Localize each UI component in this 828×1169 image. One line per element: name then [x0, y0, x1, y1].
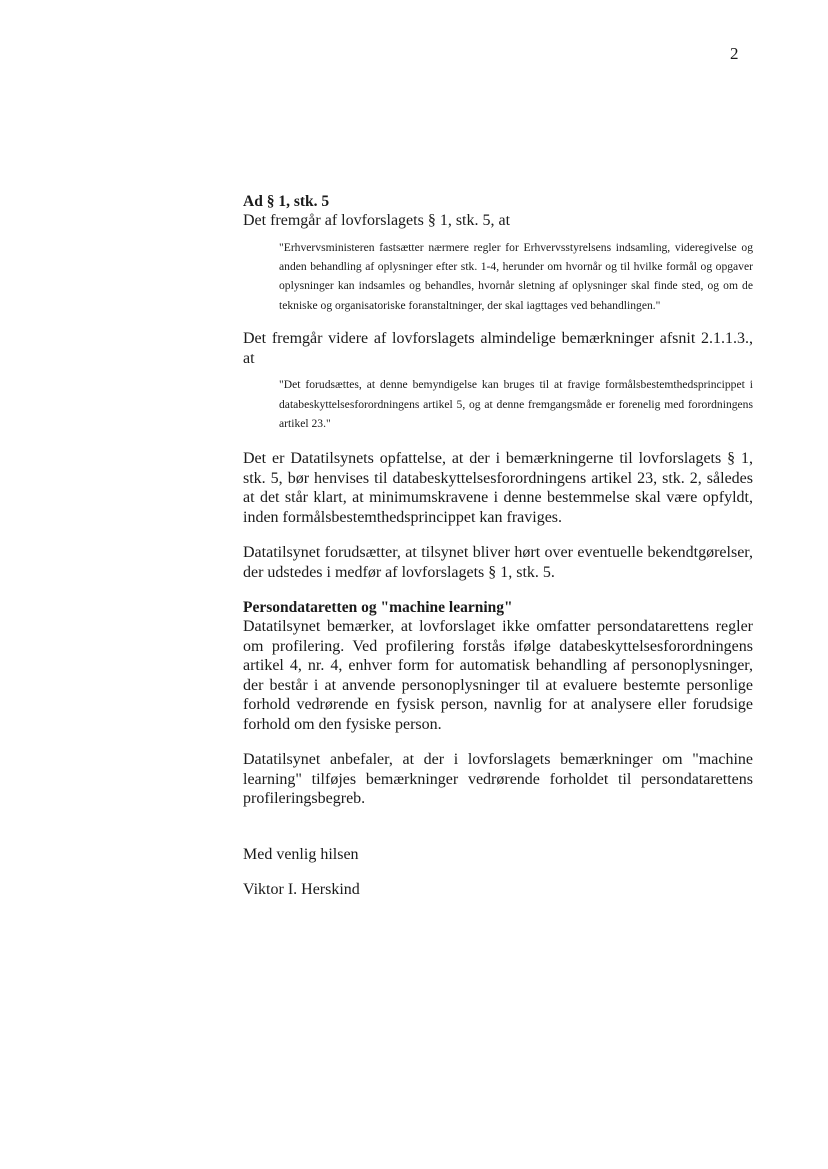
block-quote-law: "Erhvervsministeren fastsætter nærmere regler for Erhvervsstyrelsens indsamling, videregivelse og anden behandling af oplysninger efter stk. 1-4, herunder om hvornår og til hvilke formål og opgaver oplysninger kan indsamles og behandles, hvornår sletning af oplysninger skal finde sted, og om de tekniske og organisatoriske foranstaltninger, der skal iagttages ved behandlingen." [279, 240, 753, 312]
profiling-paragraph: Datatilsynet bemærker, at lovforslaget ikke omfatter persondatarettens regler om profilering. Ved profilering forstås ifølge databeskyttelsesforordningens artikel 4, nr. 4, enhver form for automatisk behandling af personoplysninger, der består i at anvende personoplysninger til at evaluere bestemte personlige forhold vedrørende en fysisk person, navnlig for at analysere eller forudsige forhold om den fysiske person. [243, 618, 753, 733]
signature-name: Viktor I. Herskind [243, 881, 360, 899]
letter-body [243, 192, 753, 900]
recommendation-paragraph: Datatilsynet anbefaler, at der i lovforslagets bemærkninger om "machine learning" tilføjes bemærkninger vedrørende forholdet til persondatarettens profileringsbegreb. [243, 751, 753, 808]
section-heading-ad-1-stk-5: Ad § 1, stk. 5 [243, 193, 330, 210]
page-number: 2 [730, 44, 739, 63]
block-quote-remarks: "Det forudsættes, at denne bemyndigelse kan bruges til at fravige formålsbestemthedsprincippet i databeskyttelsesforordningens artikel 5, og at denne fremgangsmåde er forenelig med forordningens artikel 23." [279, 378, 753, 430]
closing-greeting: Med venlig hilsen [243, 845, 359, 863]
opinion-paragraph: Det er Datatilsynets opfattelse, at der i bemærkningerne til lovforslagets § 1, stk. 5, bør henvises til databeskyttelsesforordningens artikel 23, stk. 2, således at det står klart, at minimumskravene i denne bestemmelse skal være opfyldt, inden formålsbestemthedsprincippet kan fraviges. [243, 450, 753, 526]
intro-paragraph: Det fremgår af lovforslagets § 1, stk. 5, at [243, 212, 511, 229]
section-heading-machine-learning: Persondataretten og "machine learning" [243, 599, 513, 617]
intro-paragraph-2: Det fremgår videre af lovforslagets almindelige bemærkninger afsnit 2.1.1.3., at [243, 330, 753, 367]
assumption-paragraph: Datatilsynet forudsætter, at tilsynet bliver hørt over eventuelle bekendtgørelser, der udstedes i medfør af lovforslagets § 1, stk. 5. [243, 544, 753, 581]
